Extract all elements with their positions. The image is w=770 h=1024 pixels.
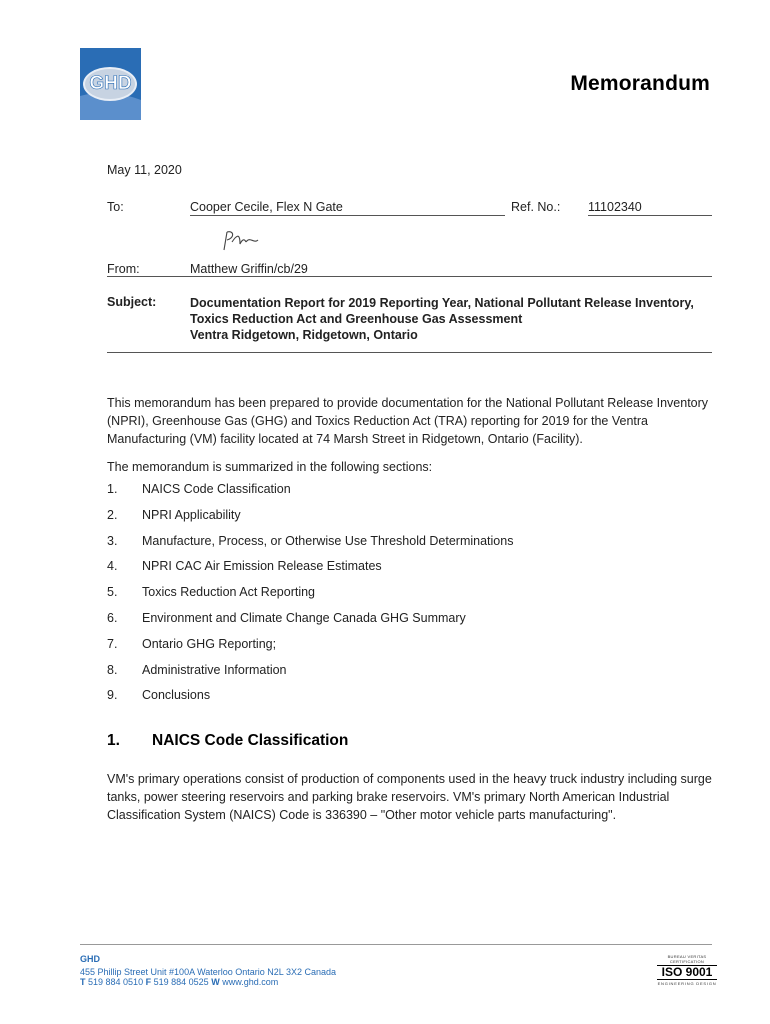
list-text: Manufacture, Process, or Otherwise Use Threshold Determinations bbox=[142, 533, 514, 548]
footer-address: 455 Phillip Street Unit #100A Waterloo Ontario N2L 3X2 Canada bbox=[80, 967, 336, 977]
footer-company: GHD bbox=[80, 954, 100, 964]
list-number: 6. bbox=[107, 610, 118, 625]
list-text: NPRI Applicability bbox=[142, 507, 241, 522]
from-label: From: bbox=[107, 262, 140, 276]
list-number: 3. bbox=[107, 533, 118, 548]
list-number: 5. bbox=[107, 585, 118, 600]
section-heading: NAICS Code Classification bbox=[152, 732, 349, 749]
iso-top-text: BUREAU VERITAS CERTIFICATION bbox=[667, 954, 707, 964]
iso-bottom-text: ENGINEERING DESIGN bbox=[657, 981, 717, 986]
list-text: Conclusions bbox=[142, 688, 211, 703]
document-title: Memorandum bbox=[570, 72, 710, 95]
footer-contact bbox=[80, 977, 278, 987]
web-label: W bbox=[211, 977, 220, 987]
intro-paragraph: This memorandum has been prepared to provide documentation for the National Pollutant Release Inventory (NPRI), Greenhouse Gas (GHG) and Toxics Reduction Act (TRA) reporting for 2019 for the Ventra Manufacturing (VM) facility located at 74 Marsh Street in Ridgetown, Ontario (Facility). bbox=[107, 396, 709, 446]
list-number: 7. bbox=[107, 636, 118, 651]
footer-web-link[interactable]: www.ghd.com bbox=[222, 977, 279, 987]
to-label: To: bbox=[107, 200, 124, 214]
list-text: NAICS Code Classification bbox=[142, 482, 291, 496]
list-text: Environment and Climate Change Canada GHG Summary bbox=[142, 610, 466, 625]
section-heading-number: 1. bbox=[107, 732, 120, 749]
naics-paragraph: VM's primary operations consist of production of components used in the heavy truck industry including surge tanks, power steering reservoirs and parking brake reservoirs. VM's primary North American Industrial Classification System (NAICS) Code is 336390 – "Other motor vehicle parts manufacturing". bbox=[107, 772, 712, 822]
list-number: 4. bbox=[107, 559, 118, 574]
footer-fax: 519 884 0525 bbox=[153, 977, 209, 987]
list-text: Ontario GHG Reporting; bbox=[142, 636, 277, 651]
tel-label: T bbox=[80, 977, 86, 987]
from-value: Matthew Griffin/cb/29 bbox=[190, 262, 308, 276]
logo-text: GHD bbox=[89, 73, 132, 94]
list-number: 8. bbox=[107, 662, 118, 677]
to-rule bbox=[190, 215, 505, 216]
subject-text bbox=[190, 295, 720, 343]
list-text: Administrative Information bbox=[142, 662, 287, 677]
ref-rule bbox=[588, 215, 712, 216]
subject-label: Subject: bbox=[107, 295, 157, 309]
signature-initials bbox=[218, 226, 262, 259]
fax-label: F bbox=[145, 977, 152, 987]
subject-line: Toxics Reduction Act and Greenhouse Gas Assessment bbox=[190, 312, 523, 326]
list-number: 2. bbox=[107, 507, 118, 522]
footer-rule bbox=[80, 944, 712, 945]
ref-value: 11102340 bbox=[588, 200, 642, 214]
footer-tel: 519 884 0510 bbox=[88, 977, 144, 987]
ghd-logo bbox=[80, 48, 141, 120]
ref-label: Ref. No.: bbox=[511, 200, 561, 214]
list-number: 9. bbox=[107, 688, 118, 703]
to-value: Cooper Cecile, Flex N Gate bbox=[190, 200, 343, 214]
subject-line: Documentation Report for 2019 Reporting Year, National Pollutant Release Inventory, bbox=[190, 296, 694, 310]
summary-intro: The memorandum is summarized in the following sections: bbox=[107, 460, 433, 474]
list-number: 1. bbox=[107, 482, 118, 496]
memo-date: May 11, 2020 bbox=[107, 163, 182, 177]
list-text: Toxics Reduction Act Reporting bbox=[142, 585, 316, 600]
subject-rule bbox=[107, 352, 712, 353]
from-rule bbox=[107, 276, 712, 277]
list-text: NPRI CAC Air Emission Release Estimates bbox=[142, 559, 382, 574]
iso-main-text: ISO 9001 bbox=[657, 965, 717, 980]
iso-certification-badge bbox=[657, 954, 717, 986]
subject-line: Ventra Ridgetown, Ridgetown, Ontario bbox=[190, 328, 418, 342]
